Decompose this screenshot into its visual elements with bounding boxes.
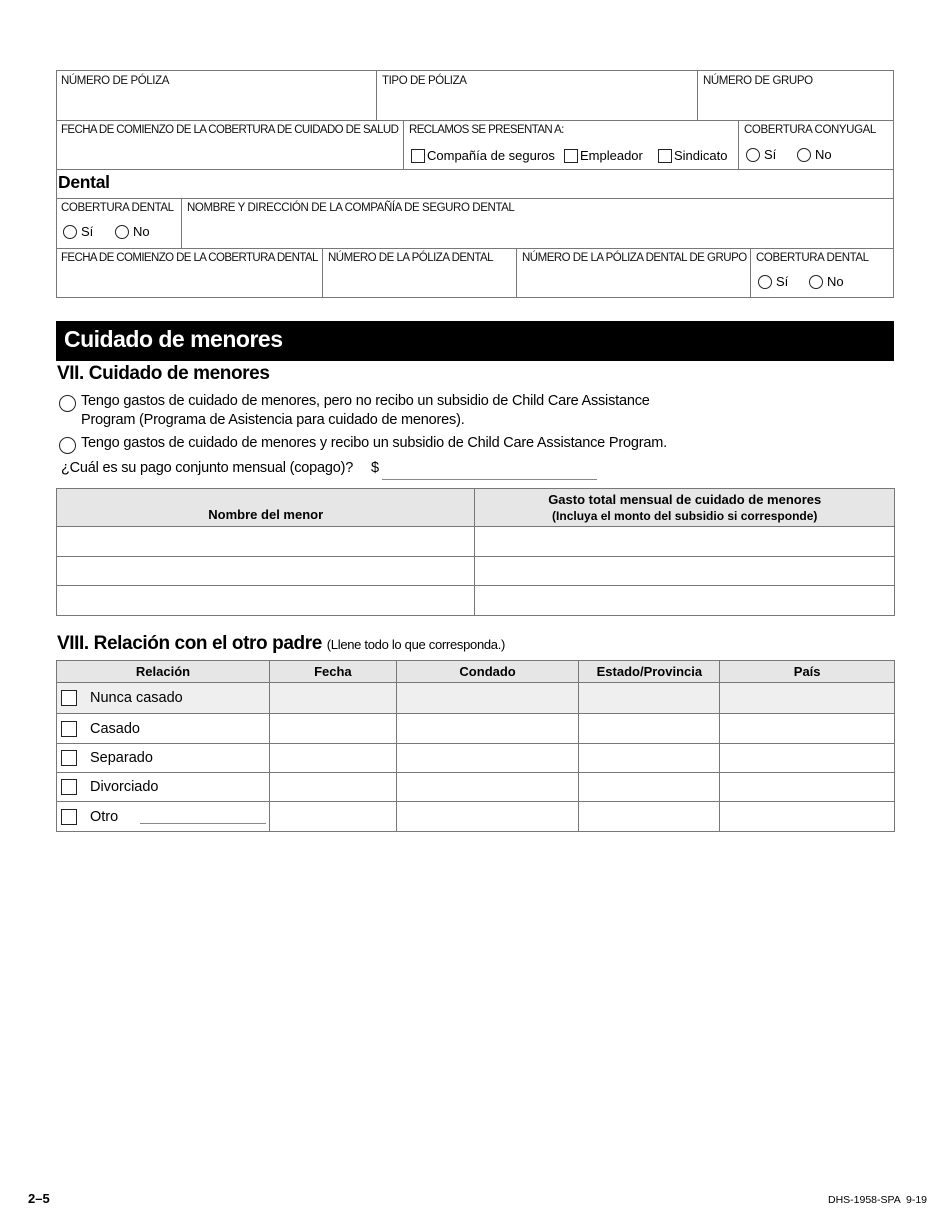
dental-company-label: NOMBRE Y DIRECCIÓN DE LA COMPAÑÍA DE SEGURO DENTAL (187, 202, 515, 214)
table-row (57, 683, 895, 714)
divider (738, 120, 739, 170)
copay-question: ¿Cuál es su pago conjunto mensual (copago)? (61, 460, 354, 476)
county-cell[interactable] (396, 773, 579, 802)
child-name-cell[interactable] (57, 527, 475, 557)
relation-cell[interactable]: Separado (57, 744, 270, 773)
childcare-cost-cell[interactable] (475, 557, 895, 586)
radio[interactable] (746, 148, 760, 162)
state-cell[interactable] (579, 683, 720, 714)
table-row (57, 773, 895, 802)
country-header: País (720, 661, 895, 683)
relation-header: Relación (57, 661, 270, 683)
relation-section-title: VIII. Relación con el otro padre (Llene todo lo que corresponda.) (57, 633, 506, 654)
coverage-start-date-field[interactable] (58, 140, 401, 168)
divider (750, 248, 751, 298)
state-header: Estado/Provincia (579, 661, 720, 683)
county-cell[interactable] (396, 683, 579, 714)
other-input[interactable] (140, 809, 266, 824)
divider (322, 248, 323, 298)
childcare-cost-cell[interactable] (475, 586, 895, 616)
checkbox[interactable] (564, 149, 578, 163)
copay-input[interactable] (382, 463, 597, 480)
county-cell[interactable] (396, 802, 579, 832)
never-married-checkbox[interactable] (61, 690, 77, 706)
table-row (57, 557, 895, 586)
policy-type-field[interactable] (379, 90, 695, 118)
childcare-table (56, 488, 895, 616)
dental-start-date-field[interactable] (58, 267, 320, 296)
country-cell[interactable] (720, 744, 895, 773)
table-row (57, 744, 895, 773)
radio[interactable] (797, 148, 811, 162)
table-row (57, 714, 895, 744)
divider (181, 198, 182, 248)
claims-option-insurer[interactable]: Compañía de seguros (411, 148, 555, 163)
radio[interactable] (809, 275, 823, 289)
date-cell[interactable] (269, 714, 396, 744)
state-cell[interactable] (579, 773, 720, 802)
spousal-coverage-label: COBERTURA CONYUGAL (744, 124, 876, 136)
date-cell[interactable] (269, 744, 396, 773)
date-cell[interactable] (269, 683, 396, 714)
date-cell[interactable] (269, 773, 396, 802)
dental-group-policy-field[interactable] (519, 267, 748, 296)
state-cell[interactable] (579, 744, 720, 773)
page-number: 2–5 (28, 1191, 50, 1206)
country-cell[interactable] (720, 802, 895, 832)
childcare-section-title: VII. Cuidado de menores (57, 363, 270, 384)
checkbox[interactable] (411, 149, 425, 163)
dental-policy-number-field[interactable] (325, 267, 514, 296)
dental-no-radio[interactable]: No (115, 224, 150, 239)
county-cell[interactable] (396, 714, 579, 744)
spousal-yes-radio[interactable]: Sí (746, 147, 776, 162)
policy-number-label: NÚMERO DE PÓLIZA (61, 75, 169, 87)
other-checkbox[interactable] (61, 809, 77, 825)
policy-type-label: TIPO DE PÓLIZA (382, 75, 467, 87)
divider (376, 70, 377, 120)
divider (56, 120, 894, 121)
dental-coverage-label: COBERTURA DENTAL (61, 202, 174, 214)
dental-coverage-2-yes-radio[interactable]: Sí (758, 274, 788, 289)
checkbox[interactable] (658, 149, 672, 163)
claims-label: RECLAMOS SE PRESENTAN A: (409, 124, 564, 136)
section-bar-childcare: Cuidado de menores (56, 321, 894, 361)
relation-cell[interactable]: Otro (57, 802, 270, 832)
claims-option-employer[interactable]: Empleador (564, 148, 643, 163)
childcare-cost-cell[interactable] (475, 527, 895, 557)
childcare-cost-header: Gasto total mensual de cuidado de menores (Incluya el monto del subsidio si corresponde) (475, 489, 895, 527)
form-id: DHS-1958-SPA 9-19 (828, 1194, 928, 1206)
dental-coverage-2-no-radio[interactable]: No (809, 274, 844, 289)
group-number-field[interactable] (700, 90, 892, 118)
relation-table (56, 660, 895, 832)
table-row (57, 802, 895, 832)
relation-cell[interactable]: Divorciado (57, 773, 270, 802)
date-cell[interactable] (269, 802, 396, 832)
child-name-header: Nombre del menor (57, 489, 475, 527)
divider (56, 248, 894, 249)
divider (403, 120, 404, 170)
divider (697, 70, 698, 120)
county-header: Condado (396, 661, 579, 683)
state-cell[interactable] (579, 802, 720, 832)
coverage-start-date-label: FECHA DE COMIENZO DE LA COBERTURA DE CUIDADO DE SALUD (61, 124, 399, 136)
childcare-option-1-text-cont: Program (Programa de Asistencia para cuidado de menores). (81, 412, 465, 428)
childcare-option-1-text: Tengo gastos de cuidado de menores, pero no recibo un subsidio de Child Care Assistance (81, 393, 650, 409)
childcare-option-1-radio[interactable] (59, 395, 80, 417)
childcare-option-2-text: Tengo gastos de cuidado de menores y recibo un subsidio de Child Care Assistance Program. (81, 435, 667, 451)
state-cell[interactable] (579, 714, 720, 744)
group-number-label: NÚMERO DE GRUPO (703, 75, 813, 87)
divorced-checkbox[interactable] (61, 779, 77, 795)
country-cell[interactable] (720, 773, 895, 802)
dental-coverage-label-2: COBERTURA DENTAL (756, 252, 869, 264)
date-header: Fecha (269, 661, 396, 683)
currency-symbol: $ (371, 460, 379, 476)
child-name-cell[interactable] (57, 586, 475, 616)
childcare-option-2-radio[interactable] (59, 437, 80, 459)
spousal-no-radio[interactable]: No (797, 147, 832, 162)
claims-option-union[interactable]: Sindicato (658, 148, 727, 163)
relation-cell[interactable]: Casado (57, 714, 270, 744)
dental-yes-radio[interactable]: Sí (63, 224, 93, 239)
county-cell[interactable] (396, 744, 579, 773)
radio[interactable] (59, 395, 76, 412)
radio[interactable] (63, 225, 77, 239)
dental-policy-number-label: NÚMERO DE LA PÓLIZA DENTAL (328, 252, 494, 264)
country-cell[interactable] (720, 714, 895, 744)
country-cell[interactable] (720, 683, 895, 714)
radio[interactable] (758, 275, 772, 289)
dental-group-policy-label: NÚMERO DE LA PÓLIZA DENTAL DE GRUPO (522, 252, 747, 264)
separated-checkbox[interactable] (61, 750, 77, 766)
radio[interactable] (115, 225, 129, 239)
radio[interactable] (59, 437, 76, 454)
table-row (57, 527, 895, 557)
child-name-cell[interactable] (57, 557, 475, 586)
dental-heading: Dental (58, 172, 110, 192)
dental-company-field[interactable] (184, 217, 892, 246)
relation-cell[interactable]: Nunca casado (57, 683, 270, 714)
table-row (57, 586, 895, 616)
dental-start-date-label: FECHA DE COMIENZO DE LA COBERTURA DENTAL (61, 252, 318, 264)
divider (516, 248, 517, 298)
policy-number-field[interactable] (58, 90, 374, 118)
married-checkbox[interactable] (61, 721, 77, 737)
